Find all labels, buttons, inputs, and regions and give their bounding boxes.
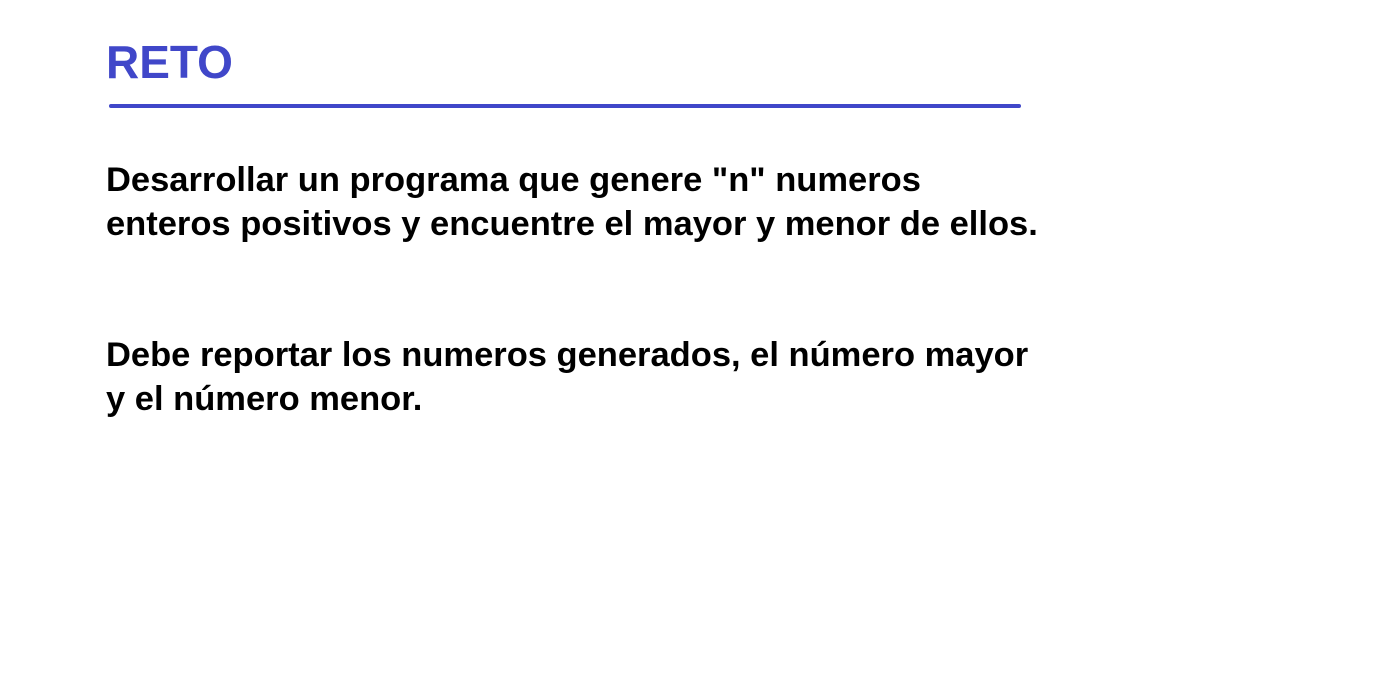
challenge-description: Desarrollar un programa que genere "n" numeros enteros positivos y encuentre el mayor y menor de ellos. bbox=[106, 161, 1038, 243]
slide-title: RETO bbox=[106, 36, 233, 88]
challenge-requirements: Debe reportar los numeros generados, el número mayor y el número menor. bbox=[106, 336, 1029, 418]
title-underline bbox=[109, 104, 1021, 108]
